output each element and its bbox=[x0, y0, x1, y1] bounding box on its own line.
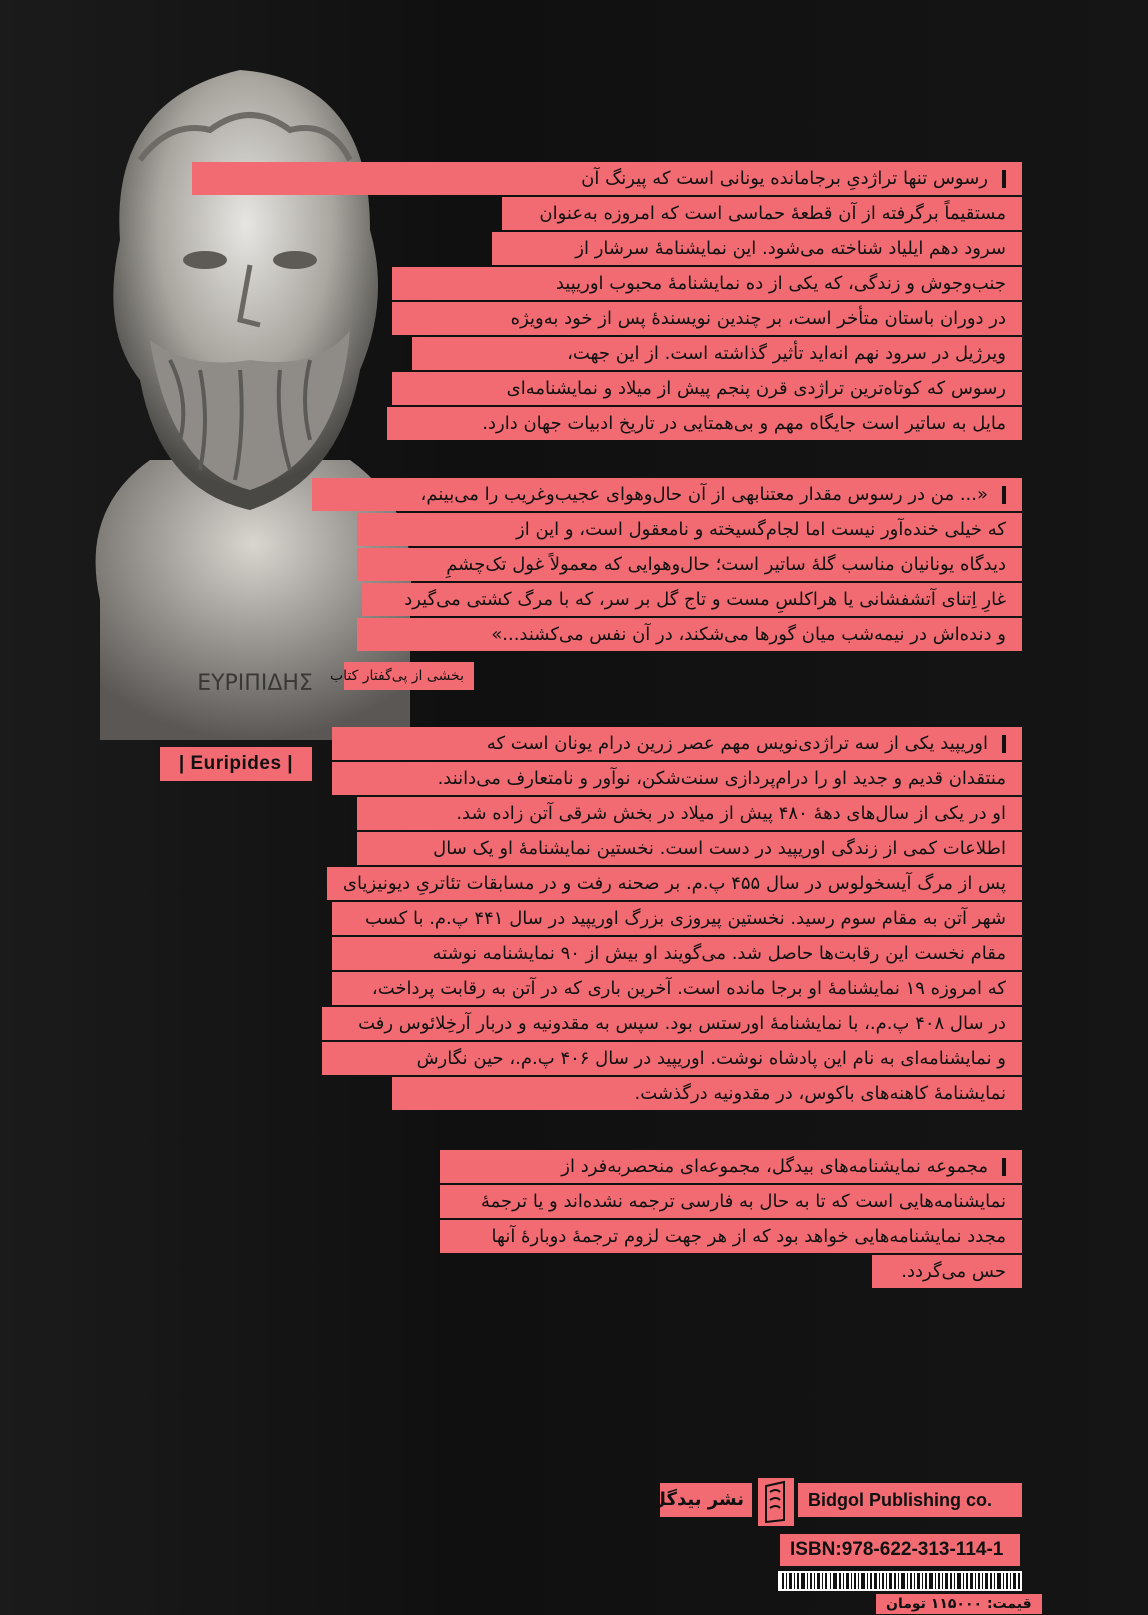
quote-line: و دنده‌اش در نیمه‌شب میان گورها می‌شکند، در آن نفس می‌کشند...» bbox=[357, 618, 1022, 651]
publisher-name-fa: نشر بیدگل bbox=[660, 1483, 752, 1517]
quote-source-caption: بخشی از پی‌گفتار کتاب bbox=[344, 662, 474, 690]
series-line: نمایشنامه‌هایی است که تا به حال به فارسی ترجمه نشده‌اند و یا ترجمهٔ bbox=[440, 1185, 1022, 1218]
series-line: مجموعه نمایشنامه‌های بیدگل، مجموعه‌ای منحصربه‌فرد از bbox=[440, 1150, 1022, 1183]
synopsis-line: مستقیماً برگرفته از آن قطعهٔ حماسی است که امروزه به‌عنوان bbox=[502, 197, 1022, 230]
isbn-label: ISBN:978-622-313-114-1 bbox=[780, 1534, 1020, 1566]
quote-line: غارِ اِتنای آتشفشانی یا هراکلسِ مست و تاج گل بر سر، که با مرگ کشتی می‌گیرد bbox=[362, 583, 1022, 616]
publisher-logo-icon bbox=[758, 1478, 794, 1526]
price-label: قیمت: ۱۱۵۰۰۰ تومان bbox=[876, 1594, 1042, 1614]
series-line: حس می‌گردد. bbox=[872, 1255, 1022, 1288]
synopsis-line: ویرژیل در سرود نهم انه‌اید تأثیر گذاشته است. از این جهت، bbox=[412, 337, 1022, 370]
biography-line: و نمایشنامه‌ای به نام این پادشاه نوشت. اوریپید در سال ۴۰۶ پ.م.، حین نگارش bbox=[322, 1042, 1022, 1075]
biography-line: نمایشنامهٔ کاهنه‌های باکوس، در مقدونیه درگذشت. bbox=[392, 1077, 1022, 1110]
biography-line: شهر آتن به مقام سوم رسید. نخستین پیروزی بزرگ اوریپید در سال ۴۴۱ پ.م. با کسب bbox=[332, 902, 1022, 935]
biography-line: منتقدان قدیم و جدید او را درام‌پردازی سنت‌شکن، نوآور و نامتعارف می‌دانند. bbox=[332, 762, 1022, 795]
biography-line: در سال ۴۰۸ پ.م.، با نمایشنامهٔ اورستس بود. سپس به مقدونیه و دربار آرخِلائوس رفت bbox=[322, 1007, 1022, 1040]
synopsis-line: جنب‌وجوش و زندگی، که یکی از ده نمایشنامهٔ محبوب اوریپید bbox=[392, 267, 1022, 300]
quote-line: دیدگاه یونانیان مناسب گلهٔ ساتیر است؛ حال‌وهوایی که معمولاً غول تک‌چشمِ bbox=[357, 548, 1022, 581]
bust-inscription: ΕΥΡΙΠΙΔΗΣ bbox=[197, 671, 313, 696]
series-line: مجدد نمایشنامه‌هایی خواهد بود که از هر جهت لزوم ترجمهٔ دوبارهٔ آنها bbox=[440, 1220, 1022, 1253]
synopsis-line: سرود دهم ایلیاد شناخته می‌شود. این نمایشنامهٔ سرشار از bbox=[492, 232, 1022, 265]
synopsis-line: در دوران باستان متأخر است، بر چندین نویسندهٔ پس از خود به‌ویژه bbox=[392, 302, 1022, 335]
biography-line: مقام نخست این رقابت‌ها حاصل شد. می‌گویند او بیش از ۹۰ نمایشنامه نوشته bbox=[332, 937, 1022, 970]
biography-line: پس از مرگ آیسخولوس در سال ۴۵۵ پ.م. بر صحنه رفت و در مسابقات تئاتریِ دیونیزیای bbox=[327, 867, 1022, 900]
synopsis-line: رسوس که کوتاه‌ترین تراژدی قرن پنجم پیش از میلاد و نمایشنامه‌ای bbox=[392, 372, 1022, 405]
publisher-name-en: Bidgol Publishing co. bbox=[798, 1483, 1022, 1517]
quote-line: که خیلی خنده‌آور نیست اما لجام‌گسیخته و نامعقول است، و این از bbox=[357, 513, 1022, 546]
barcode-icon bbox=[778, 1571, 1022, 1591]
euripides-label: | Euripides | bbox=[160, 747, 312, 781]
biography-line: اطلاعات کمی از زندگی اوریپید در دست است. نخستین نمایشنامهٔ او یک سال bbox=[357, 832, 1022, 865]
synopsis-line: مایل به ساتیر است جایگاه مهم و بی‌همتایی در تاریخ ادبیات جهان دارد. bbox=[387, 407, 1022, 440]
biography-line: اوریپید یکی از سه تراژدی‌نویس مهم عصر زرین درام یونان است که bbox=[332, 727, 1022, 760]
synopsis-line: رسوس تنها تراژدیِ برجامانده یونانی است که پیرنگ آن bbox=[192, 162, 1022, 195]
biography-line: که امروزه ۱۹ نمایشنامهٔ او برجا مانده است. آخرین باری که در آتن به رقابت پرداخت، bbox=[332, 972, 1022, 1005]
quote-line: «... من در رسوس مقدار معتنابهی از آن حال‌وهوای عجیب‌وغریب را می‌بینم، bbox=[312, 478, 1022, 511]
biography-line: او در یکی از سال‌های دههٔ ۴۸۰ پیش از میلاد در بخش شرقی آتن زاده شد. bbox=[357, 797, 1022, 830]
